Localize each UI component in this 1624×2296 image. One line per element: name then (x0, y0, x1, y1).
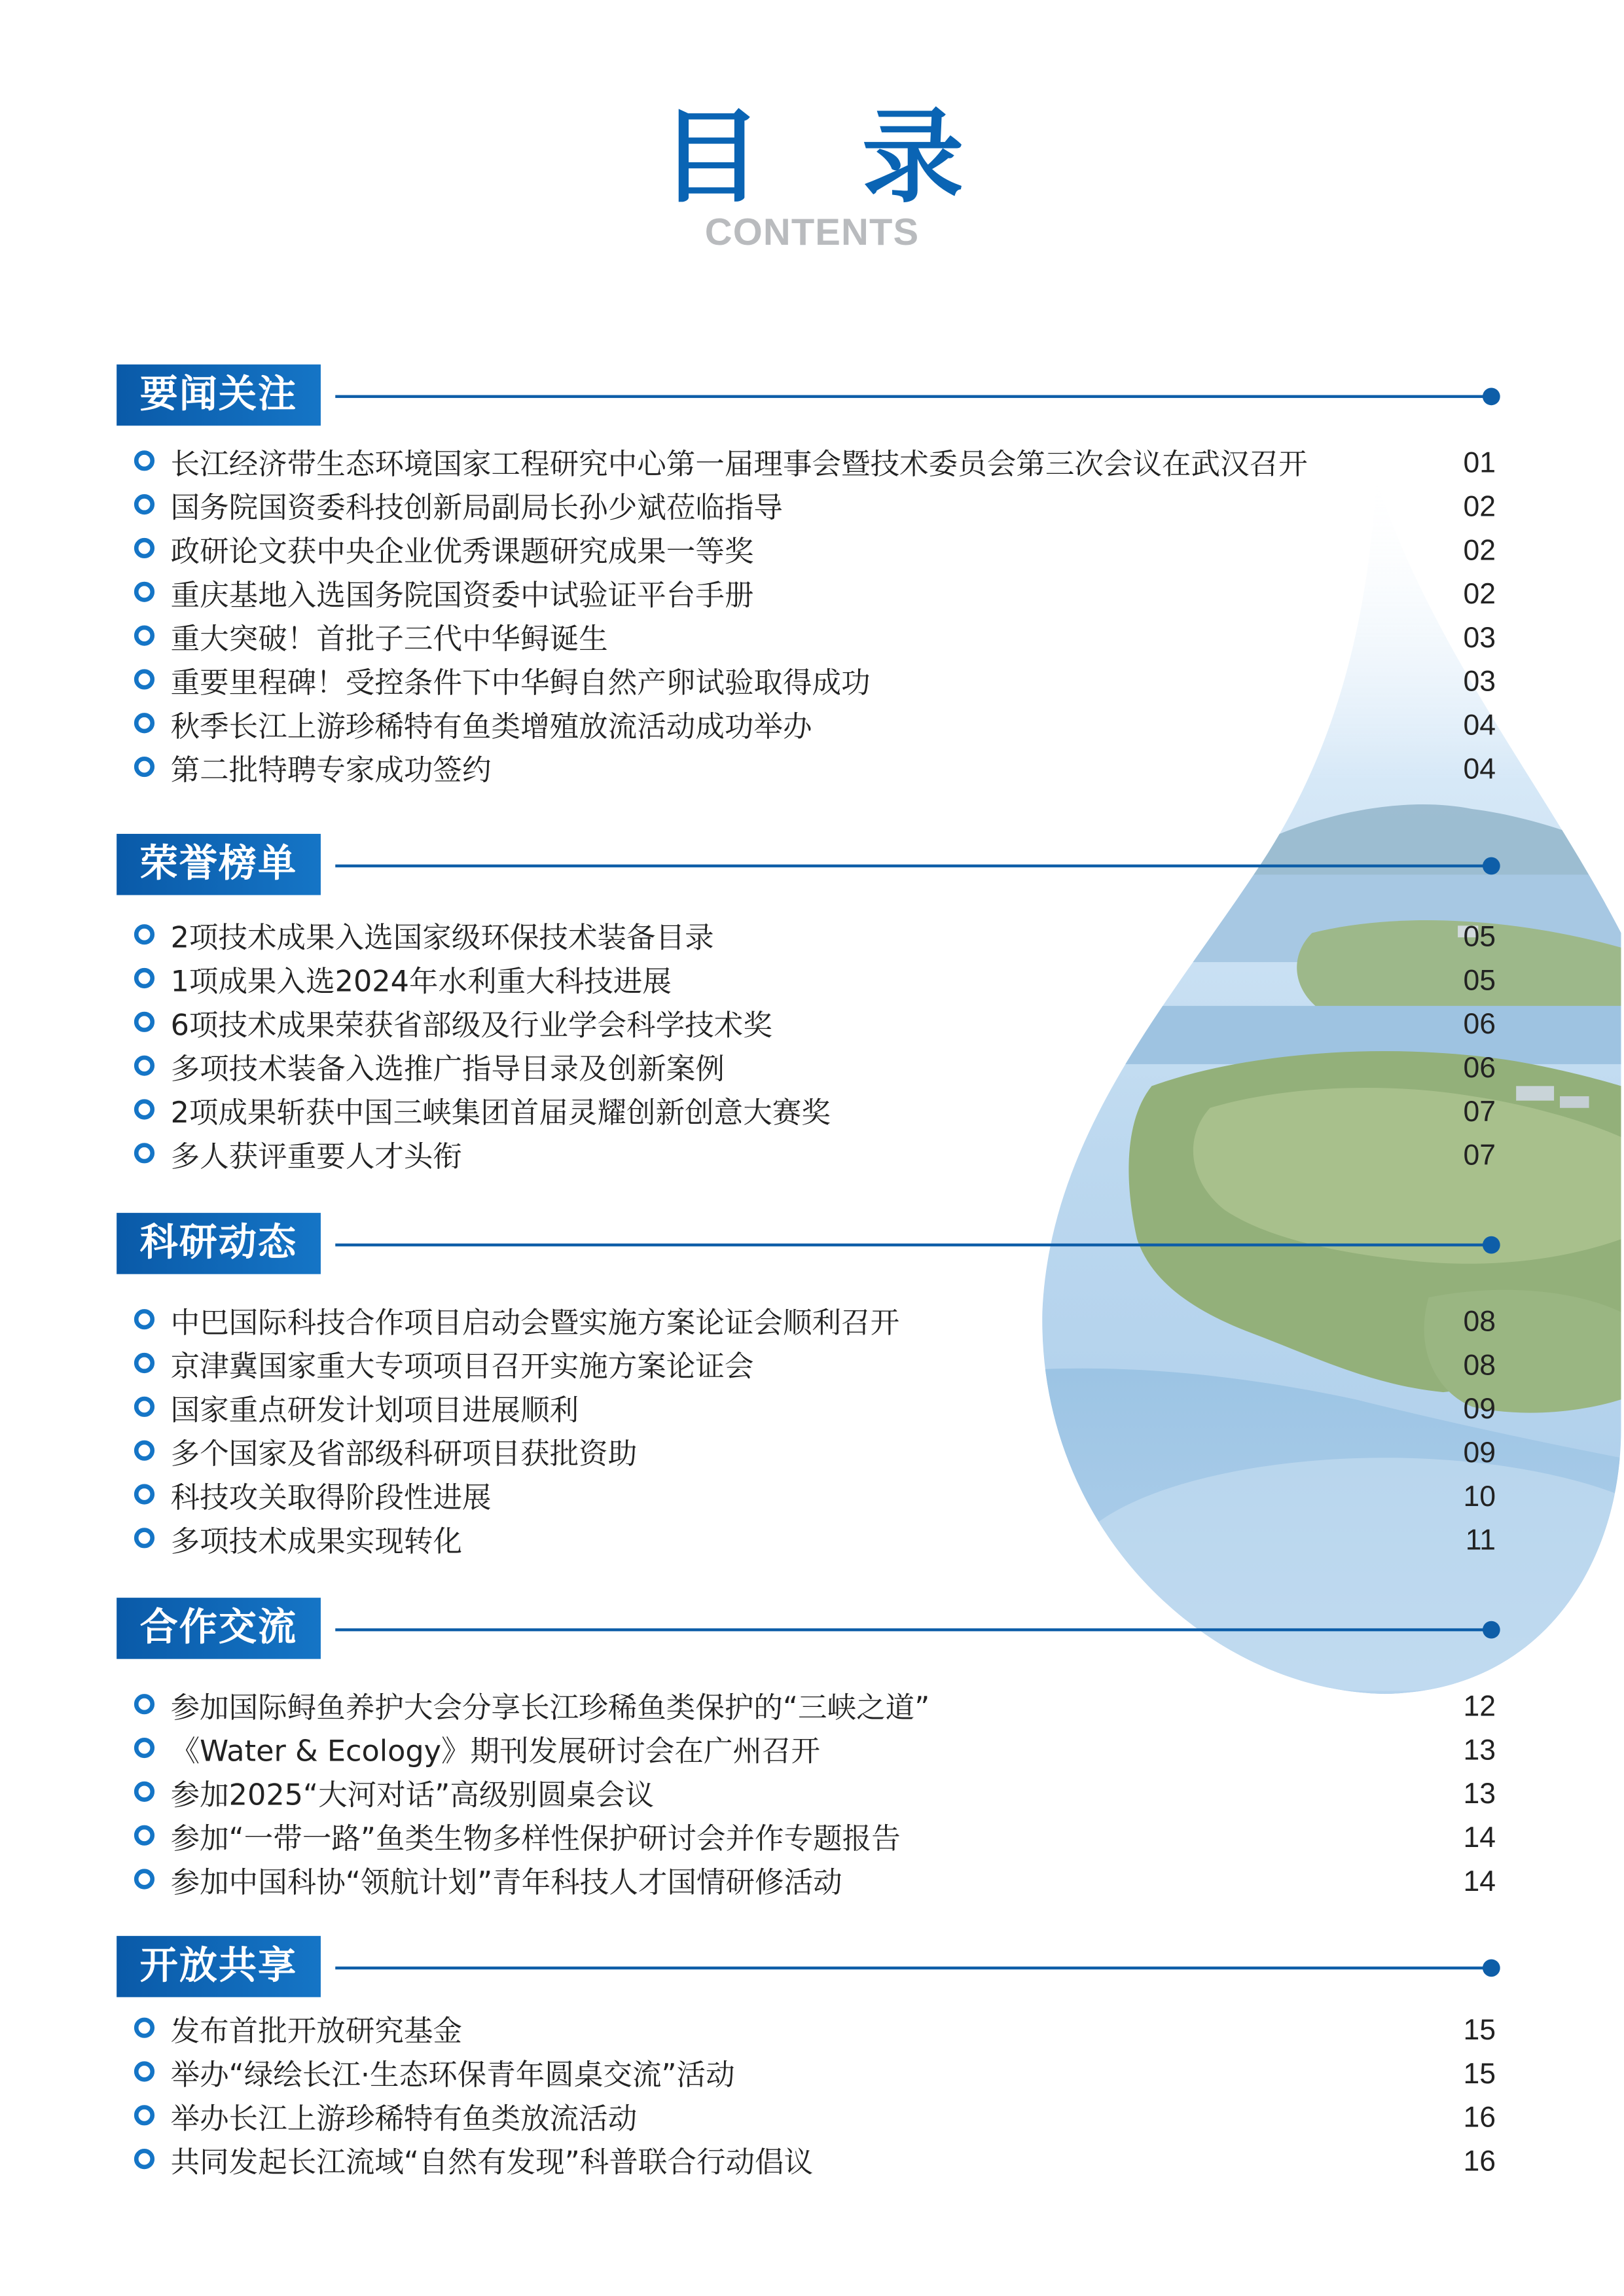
toc-item-title: 多项技术装备入选推广指导目录及创新案例 (170, 1050, 725, 1086)
toc-item-page: 05 (1463, 965, 1496, 997)
toc-item-page: 08 (1463, 1306, 1496, 1338)
section-tag: 合作交流 (117, 1598, 321, 1659)
toc-item[interactable] (134, 1519, 1504, 1563)
toc-item-page: 02 (1463, 579, 1496, 611)
divider-dot-icon (1483, 387, 1500, 405)
toc-item-title: 《Water & Ecology》期刊发展研讨会在广州召开 (170, 1733, 821, 1768)
section-tag: 开放共享 (117, 1936, 321, 1998)
toc-item-page: 02 (1463, 491, 1496, 524)
toc-item[interactable] (134, 573, 1504, 617)
toc-item[interactable] (134, 960, 1504, 1003)
toc-item-page: 06 (1463, 1009, 1496, 1041)
bullet-icon (134, 1353, 154, 1373)
toc-item-page: 01 (1463, 447, 1496, 480)
section-header-news (117, 365, 1516, 429)
toc-item-title: 政研论文获中央企业优秀课题研究成果一等奖 (170, 533, 754, 569)
bullet-icon (134, 968, 154, 988)
bullet-icon (134, 2018, 154, 2038)
bullet-icon (134, 1484, 154, 1504)
toc-item-page: 14 (1463, 1865, 1496, 1898)
toc-item-page: 11 (1465, 1524, 1496, 1557)
toc-item-title: 重大突破！首批子三代中华鲟诞生 (170, 620, 608, 656)
toc-item[interactable] (134, 2096, 1504, 2140)
section-header-cooperation (117, 1598, 1516, 1662)
section-header-open-sharing (117, 1936, 1516, 2000)
toc-item[interactable] (134, 1300, 1504, 1344)
toc-item[interactable] (134, 1344, 1504, 1388)
toc-item-title: 参加“一带一路”鱼类生物多样性保护研讨会并作专题报告 (170, 1820, 901, 1856)
toc-item[interactable] (134, 748, 1504, 792)
toc-item[interactable] (134, 1772, 1504, 1816)
bullet-icon (134, 924, 154, 944)
bullet-icon (134, 713, 154, 733)
toc-item-page: 12 (1463, 1691, 1496, 1723)
toc-item-title: 参加国际鲟鱼养护大会分享长江珍稀鱼类保护的“三峡之道” (170, 1689, 930, 1725)
toc-item-title: 2项技术成果入选国家级环保技术装备目录 (170, 920, 714, 955)
bullet-icon (134, 1056, 154, 1076)
toc-item-page: 04 (1463, 709, 1496, 742)
toc-item-title: 科技攻关取得阶段性进展 (170, 1479, 492, 1515)
toc-item-page: 13 (1463, 1778, 1496, 1811)
toc-item-page: 07 (1463, 1139, 1496, 1172)
toc-item-page: 09 (1463, 1437, 1496, 1470)
toc-item[interactable] (134, 1090, 1504, 1134)
toc-item-page: 16 (1463, 2145, 1496, 2178)
toc-item-page: 08 (1463, 1350, 1496, 1382)
toc-item-page: 16 (1463, 2102, 1496, 2134)
toc-item-page: 06 (1463, 1052, 1496, 1085)
section-header-research (117, 1213, 1516, 1277)
page-subtitle: CONTENTS (704, 209, 920, 254)
toc-item-page: 13 (1463, 1734, 1496, 1767)
toc-item-title: 举办长江上游珍稀特有鱼类放流活动 (170, 2100, 638, 2136)
toc-item[interactable] (134, 2140, 1504, 2184)
section-divider (335, 865, 1492, 867)
toc-item-title: 发布首批开放研究基金 (170, 2013, 462, 2049)
bullet-icon (134, 1825, 154, 1846)
toc-item-title: 中巴国际科技合作项目启动会暨实施方案论证会顺利召开 (170, 1304, 900, 1340)
toc-item-title: 参加2025“大河对话”高级别圆桌会议 (170, 1777, 655, 1812)
bullet-icon (134, 494, 154, 514)
toc-item-page: 02 (1463, 535, 1496, 567)
toc-item[interactable] (134, 1003, 1504, 1047)
section-divider (335, 1967, 1492, 1969)
bullet-icon (134, 1694, 154, 1714)
divider-dot-icon (1483, 1621, 1500, 1639)
toc-item-title: 参加中国科协“领航计划”青年科技人才国情研修活动 (170, 1864, 842, 1900)
toc-item-title: 多个国家及省部级科研项目获批资助 (170, 1435, 638, 1471)
toc-item[interactable] (134, 1860, 1504, 1904)
toc-item-title: 多人获评重要人才头衔 (170, 1138, 462, 1174)
toc-item[interactable] (134, 442, 1504, 486)
toc-item-page: 10 (1463, 1480, 1496, 1513)
toc-item[interactable] (134, 1388, 1504, 1431)
toc-item[interactable] (134, 660, 1504, 704)
toc-item-title: 重要里程碑！受控条件下中华鲟自然产卵试验取得成功 (170, 664, 871, 700)
toc-item-title: 举办“绿绘长江·生态环保青年圆桌交流”活动 (170, 2056, 735, 2092)
section-tag: 科研动态 (117, 1213, 321, 1274)
toc-item-title: 国务院国资委科技创新局副局长孙少斌莅临指导 (170, 490, 783, 525)
bullet-icon (134, 757, 154, 777)
toc-item-page: 15 (1463, 2058, 1496, 2090)
toc-item-title: 6项技术成果荣获省部级及行业学会科学技术奖 (170, 1007, 772, 1043)
bullet-icon (134, 538, 154, 558)
bullet-icon (134, 1143, 154, 1163)
toc-item[interactable] (134, 486, 1504, 529)
toc-item-title: 国家重点研发计划项目进展顺利 (170, 1392, 579, 1427)
section-header-honors (117, 834, 1516, 898)
bullet-icon (134, 1397, 154, 1417)
page-title: 目 录 (660, 98, 996, 217)
toc-item[interactable] (134, 1729, 1504, 1773)
toc-item-page: 04 (1463, 753, 1496, 786)
bullet-icon (134, 2105, 154, 2125)
toc-item-title: 1项成果入选2024年水利重大科技进展 (170, 963, 672, 999)
toc-item[interactable] (134, 617, 1504, 660)
toc-item[interactable] (134, 1685, 1504, 1729)
bullet-icon (134, 1309, 154, 1329)
toc-item-page: 09 (1463, 1393, 1496, 1426)
bullet-icon (134, 1738, 154, 1758)
toc-item-page: 15 (1463, 2015, 1496, 2047)
bullet-icon (134, 626, 154, 646)
section-tag: 要闻关注 (117, 365, 321, 426)
toc-item[interactable] (134, 529, 1504, 573)
bullet-icon (134, 2149, 154, 2169)
bullet-icon (134, 2061, 154, 2081)
toc-item-title: 多项技术成果实现转化 (170, 1523, 462, 1558)
toc-item[interactable] (134, 1816, 1504, 1860)
toc-item[interactable] (134, 704, 1504, 748)
toc-item[interactable] (134, 1134, 1504, 1178)
bullet-icon (134, 1012, 154, 1032)
toc-item-page: 14 (1463, 1822, 1496, 1855)
toc-item-title: 第二批特聘专家成功签约 (170, 752, 492, 787)
toc-item-page: 05 (1463, 921, 1496, 954)
bullet-icon (134, 1869, 154, 1889)
divider-dot-icon (1483, 1236, 1500, 1254)
bullet-icon (134, 1782, 154, 1802)
toc-item-title: 2项成果斩获中国三峡集团首届灵耀创新创意大赛奖 (170, 1094, 831, 1130)
toc-item-title: 京津冀国家重大专项项目召开实施方案论证会 (170, 1348, 754, 1384)
bullet-icon (134, 582, 154, 602)
toc-item[interactable] (134, 2009, 1504, 2053)
toc-item-page: 03 (1463, 666, 1496, 698)
toc-item-title: 秋季长江上游珍稀特有鱼类增殖放流活动成功举办 (170, 708, 812, 744)
bullet-icon (134, 1441, 154, 1461)
section-divider (335, 395, 1492, 398)
bullet-icon (134, 450, 154, 471)
toc-item[interactable] (134, 1047, 1504, 1090)
section-tag: 荣誉榜单 (117, 834, 321, 895)
toc-item-title: 长江经济带生态环境国家工程研究中心第一届理事会暨技术委员会第三次会议在武汉召开 (170, 446, 1308, 482)
bullet-icon (134, 669, 154, 689)
divider-dot-icon (1483, 1959, 1500, 1977)
bullet-icon (134, 1528, 154, 1548)
toc-item[interactable] (134, 1475, 1504, 1519)
bullet-icon (134, 1099, 154, 1119)
section-divider (335, 1628, 1492, 1631)
toc-item-page: 07 (1463, 1096, 1496, 1128)
section-divider (335, 1244, 1492, 1246)
toc-item-title: 共同发起长江流域“自然有发现”科普联合行动倡议 (170, 2144, 814, 2179)
divider-dot-icon (1483, 857, 1500, 875)
toc-item[interactable] (134, 2053, 1504, 2096)
toc-item-title: 重庆基地入选国务院国资委中试验证平台手册 (170, 577, 754, 613)
toc-item[interactable] (134, 1431, 1504, 1475)
toc-item-page: 03 (1463, 622, 1496, 655)
toc-item[interactable] (134, 916, 1504, 960)
